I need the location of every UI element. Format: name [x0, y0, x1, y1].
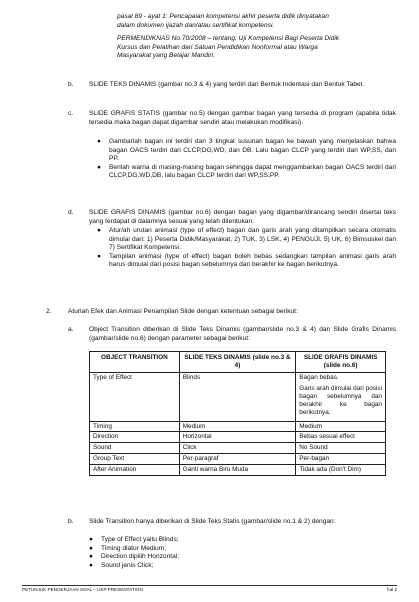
table-header: OBJECT TRANSITION — [90, 352, 180, 373]
table-cell: Direction — [90, 432, 180, 443]
table-cell: Tidak ada (Don't Dim) — [296, 464, 386, 475]
item-d-text — [89, 209, 396, 226]
citation-line: pasal 89 - ayat 1: Pencapaian kompetensi akhir peserta didik dinyatakan — [117, 13, 329, 20]
bullet-text: Atur/ah urutan animasi (type of effect) bagan dan garis arah yang ditampilkan secara otomatis dimulai dari: 1) Peserta Didik/Masyarakat, 2) TUK, 3) LSK, 4) PENGUJI, 5) UK, 6) Bimsuskel dan 7) Sertifikat Kompetensi. — [109, 227, 396, 252]
item-marker: d. — [68, 209, 74, 216]
bullet-text: Tampilan animasi (type of effect) bagan boleh bebas sedangkan tampilan animasi garis arah harus dimulai dari posisi bagan sebelumnya dan berakhir ke bagan berikutnya. — [109, 252, 396, 269]
list-item — [97, 253, 396, 270]
page-footer — [22, 585, 397, 593]
table-cell: Horizontal — [179, 432, 296, 443]
item-b2-bullets — [89, 536, 389, 570]
list-item — [89, 562, 389, 571]
table-cell: After Animation — [90, 464, 180, 475]
bullet-icon: ● — [89, 544, 93, 552]
bullet-icon: ● — [89, 553, 93, 561]
bullet-text: Gambarlah bagan ini terdiri dari 3 tingkat susunan bagan ke bawah yang menjelaskan bahwa bagan OACS terdiri dari CLCP,DG,WD, dan DB. Lalu bagan CLCP yang terdiri dari WP,SS, dan PP. — [109, 138, 396, 163]
bullet-icon: ● — [97, 163, 101, 171]
item-c-bullets — [97, 138, 396, 181]
table-header: SLIDE TEKS DINAMIS (slide no.3 & 4) — [179, 352, 296, 373]
bullet-icon: ● — [89, 536, 93, 543]
bullet-text: Direction dipilih Horizontal; — [101, 553, 180, 561]
paragraph: Slide Transition hanya diberikan di Slide Teks Statis (gambar/slide no.1 & 2) dengan: — [89, 518, 336, 525]
bullet-text: Timing diatur Medium; — [101, 544, 166, 552]
list-item — [97, 138, 396, 164]
citation-line: Masyarakat yang Belajar Mandiri. — [117, 52, 215, 60]
item-marker: a. — [68, 326, 74, 333]
table-row — [90, 443, 386, 454]
table-cell: Timing — [90, 421, 180, 432]
table-cell: Bebas sesuai effect — [296, 432, 386, 443]
citation-line: Kursus dan Pelatihan dari Satuan Pendidikan Nonformal atau Warga — [117, 43, 318, 51]
footer-title: PETUNJUK PENGERJAAN SOAL – UKP PRESENTATION — [22, 587, 143, 592]
bullet-text: Type of Effect yaitu Blinds; — [101, 536, 179, 543]
table-row — [90, 453, 386, 464]
paragraph: SLIDE GRAFIS DINAMIS (gambar no.6) dengan bagan yang digambar/dirancang sendiri disertai teks yang terdapat di dalamnya sesuai yang telah ditentukan. — [89, 209, 396, 225]
section-2-heading — [68, 308, 398, 317]
paragraph: Aturlah Efek dan Animasi Penampilan Slide dengan ketentuan sebagai berikut: — [68, 308, 298, 315]
table-cell: Blinds — [179, 372, 296, 421]
list-item — [89, 553, 389, 562]
list-item — [89, 536, 389, 545]
table-cell — [296, 372, 386, 421]
table-cell: No Sound — [296, 443, 386, 454]
table-cell: Click — [179, 443, 296, 454]
paragraph: SLIDE TEKS DINAMIS (gambar no.3 & 4) yang terdiri dari Bentuk Indentasi dan Bentuk Tabel. — [89, 81, 365, 88]
table-cell: Group Text — [90, 453, 180, 464]
table-cell: Medium — [296, 421, 386, 432]
item-b-text — [89, 81, 396, 90]
cell-text: Bagan bebas. — [299, 373, 339, 381]
section-number: 2. — [46, 308, 52, 315]
table-header-row — [90, 352, 386, 373]
bullet-icon: ● — [97, 138, 101, 145]
item-marker: b. — [68, 518, 74, 525]
table-row — [90, 432, 386, 443]
item-marker: b. — [68, 81, 74, 88]
table-cell: Ganti warna Biru Muda — [179, 464, 296, 475]
bullet-text: Berilah warna di masing-masing bagan sehingga dapat menggambarkan bagan OACS terdiri dari CLCP,DG,WD,DB, lalu bagan CLCP terdiri dari WP,SS,PP. — [109, 163, 396, 180]
table-row — [90, 421, 386, 432]
item-b2-text — [89, 518, 396, 527]
cell-text: Garis arah dimulai dari posisi bagan sebelumnya dan berakhir ke bagan berikutnya. — [299, 385, 382, 416]
citation-line: dalam dokumen ijazah dan/atau sertifikat kompetensi. — [117, 21, 275, 29]
table-cell: Per-bagan — [296, 453, 386, 464]
transition-table — [89, 351, 386, 476]
table-cell: Medium — [179, 421, 296, 432]
table-row — [90, 372, 386, 421]
bullet-text: Sound jenis Click; — [101, 561, 154, 569]
citation-line: PERMENDIKNAS No.70/2008 – tentang: Uji Kompetensi Bagi Peserta Didik — [117, 35, 340, 43]
paragraph: SLIDE GRAFIS STATIS (gambar no.5) dengan gambar bagan yang tersedia di program (apabila tidak tersedia maka bagan dapat digambar sendiri atau melakukan modifikasi). — [89, 110, 396, 126]
bullet-icon: ● — [97, 227, 101, 234]
table-cell: Sound — [90, 443, 180, 454]
bullet-icon: ● — [89, 561, 93, 569]
page-number: hal 2 — [387, 587, 397, 592]
table-cell: Per-paragraf — [179, 453, 296, 464]
list-item — [97, 227, 396, 253]
item-c-text — [89, 110, 396, 127]
list-item — [97, 164, 396, 181]
table-header: SLIDE GRAFIS DINAMIS (slide no.6) — [296, 352, 386, 373]
bullet-icon: ● — [97, 252, 101, 260]
table-cell: Type of Effect — [90, 372, 180, 421]
item-a-text — [89, 326, 396, 343]
regulation-citation — [117, 13, 397, 61]
item-d-bullets — [97, 227, 396, 270]
list-item — [89, 545, 389, 554]
table-row — [90, 464, 386, 475]
paragraph: Object Transition diberikan di Slide Teks Dinamis (gambar/slide no.3 & 4) dan Slide Grafis Dinamis (gambar/slide no.6) dengan parameter sebagai berikut: — [89, 326, 396, 342]
item-marker: c. — [68, 110, 74, 117]
